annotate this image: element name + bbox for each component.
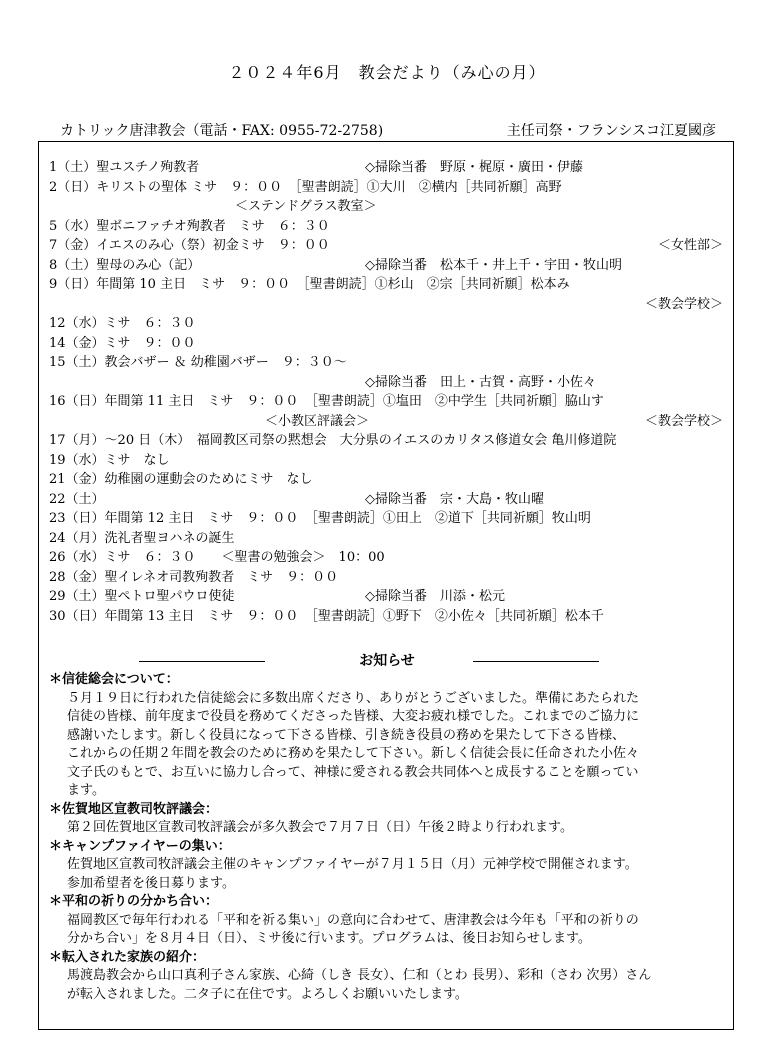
schedule-line (49, 275, 729, 295)
schedule-line (49, 314, 729, 334)
schedule-line (49, 178, 729, 198)
schedule-text: ＜小教区評議会＞ (265, 413, 370, 429)
schedule-list (49, 158, 729, 626)
priest-info: 主任司祭・フランシスコ江夏國彦 (506, 123, 716, 139)
schedule-line (49, 295, 729, 315)
schedule-text: 16（日）年間第 11 主日 ミサ ９：００ ［聖書朗読］①塩田 ②中学生［共同祈願］脇山す (49, 394, 604, 409)
notice-heading: ＊転入された家族の紹介： (49, 949, 206, 965)
divider-right (473, 661, 599, 662)
schedule-text: ◇掃除当番 松本千・井上千・宇田・牧山明 (365, 257, 622, 273)
schedule-line (49, 373, 729, 393)
schedule-text: 29（土）聖ペトロ聖パウロ使徒 (49, 589, 235, 604)
notice-heading: ＊平和の祈りの分かち合い： (49, 894, 219, 909)
notice-text: 参加希望者を後日募ります。 (67, 875, 235, 891)
schedule-text: 24（月）洗礼者聖ヨハネの誕生 (49, 530, 235, 546)
notice-text: ます。 (67, 783, 105, 798)
schedule-line (49, 607, 729, 627)
schedule-text: 19（水）ミサ なし (49, 452, 170, 468)
schedule-text: 8（土）聖母のみ心（記） (49, 257, 201, 273)
schedule-text: ◇掃除当番 宗・大島・牧山曜 (365, 491, 544, 507)
schedule-text: 15（土）教会バザー ＆ 幼稚園バザー ９：３０～ (49, 355, 347, 370)
notice-heading: ＊キャンプファイヤーの集い： (49, 838, 231, 854)
schedule-text: 21（金）幼稚園の運動会のためにミサ なし (49, 472, 313, 487)
schedule-line (49, 451, 729, 471)
schedule-text: 14（金）ミサ ９：００ (49, 335, 196, 351)
schedule-text: 23（日）年間第 12 主日 ミサ ９：００ ［聖書朗読］①田上 ②道下［共同祈願］牧山明 (49, 511, 591, 526)
schedule-text: 30（日）年間第 13 主日 ミサ ９：００ ［聖書朗読］①野下 ②小佐々［共同祈願］松本千 (49, 608, 604, 624)
schedule-text: 17（月）～20 日（木） 福岡教区司祭の黙想会 大分県のイエスのカリタス修道女会 亀川修道院 (49, 433, 617, 448)
schedule-text: 1（土）聖ユスチノ殉教者 (49, 160, 200, 175)
schedule-line (49, 353, 729, 373)
schedule-line (49, 256, 729, 276)
schedule-text: 9（日）年間第 10 主日 ミサ ９：００ ［聖書朗読］①杉山 ②宗［共同祈願］松本み (49, 277, 570, 292)
notice-text: 佐賀地区宣教司牧評議会主催のキャンプファイヤーが７月１５日（月）元神学校で開催されます。 (67, 857, 638, 872)
schedule-text: 22（土） (49, 491, 105, 507)
schedule-text: ◇掃除当番 田上・古賀・高野・小佐々 (365, 374, 596, 390)
schedule-line (49, 509, 729, 529)
notice-heading: ＊信徒総会について： (49, 672, 179, 687)
schedule-text: 2（日）キリストの聖体 ミサ ９：００ ［聖書朗読］①大川 ②横内［共同祈願］高野 (49, 179, 562, 195)
notice-text: 第２回佐賀地区宣教司牧評議会が多久教会で７月７日（日）午後２時より行われます。 (67, 820, 573, 835)
schedule-line (49, 158, 729, 178)
schedule-text: 5（水）聖ボニファチオ殉教者 ミサ ６：３０ (49, 218, 330, 234)
schedule-line (49, 529, 729, 549)
page-title: ２０２４年6月 教会だより（み心の月） (228, 63, 546, 82)
schedule-line (49, 470, 729, 490)
newsletter-box (38, 141, 734, 1030)
notice-text: これからの任期２年間を教会のために務めを果たして下さい。新しく信徒会長に任命された小佐々 (67, 746, 640, 761)
church-info: カトリック唐津教会（電話・FAX: 0955-72-2758) (60, 123, 384, 139)
schedule-line (49, 334, 729, 354)
notice-text: 分かち合い」を８月４日（日）、ミサ後に行います。プログラムは、後日お知らせします。 (67, 931, 591, 946)
schedule-line (49, 431, 729, 451)
notice-text: が転入されました。二タ子に在住です。よろしくお願いいたします。 (67, 986, 468, 1002)
schedule-text: ◇掃除当番 野原・梶原・廣田・伊藤 (365, 160, 583, 175)
notices-title: お知らせ (359, 653, 415, 669)
notice-text: 感謝いたします。新しく役員になって下さる皆様、引き続き役員の務めを果たして下さる皆様、 (67, 727, 625, 743)
schedule-text: ＜教会学校＞ (644, 296, 723, 312)
schedule-text: ＜ステンドグラス教室＞ (235, 199, 377, 214)
schedule-line (49, 568, 729, 588)
schedule-line (49, 217, 729, 237)
schedule-line (49, 490, 729, 510)
notices-list (49, 671, 725, 1004)
schedule-line (49, 412, 729, 432)
notice-text: ５月１９日に行われた信徒総会に多数出席くださり、ありがとうございました。準備にあたられた (67, 690, 640, 706)
notice-text: 文子氏のもとで、お互いに協力し合って、神様に愛される教会共同体へと成長することを願ってい (67, 764, 639, 780)
schedule-text: 12（水）ミサ ６：３０ (49, 316, 196, 331)
schedule-text: 7（金）イエスのみ心（祭）初金ミサ ９：００ (49, 238, 330, 253)
schedule-line (49, 236, 729, 256)
schedule-line (49, 392, 729, 412)
schedule-line (49, 548, 729, 568)
notice-heading: ＊佐賀地区宣教司牧評議会： (49, 801, 219, 817)
notice-text: 福岡教区で毎年行われる「平和を祈る集い」の意向に合わせて、唐津教会は今年も「平和の祈りの (67, 912, 639, 928)
schedule-text: ◇掃除当番 川添・松元 (365, 589, 505, 604)
schedule-text: 28（金）聖イレネオ司教殉教者 ミサ ９：００ (49, 569, 339, 585)
schedule-text: ＜女性部＞ (657, 238, 723, 253)
schedule-text: ＜教会学校＞ (644, 413, 723, 429)
notice-text: 信徒の皆様、前年度まで役員を務めてくださった皆様、大変お疲れ様でした。これまでのご協力に (67, 709, 640, 724)
schedule-text: 26（水）ミサ ６：３０ ＜聖書の勉強会＞ 10：00 (49, 550, 385, 565)
notice-text: 馬渡島教会から山口真利子さん家族、心綺（しき 長女）、仁和（とわ 長男）、彩和（さわ 次男）さん (67, 968, 652, 983)
schedule-line (49, 197, 729, 217)
schedule-line (49, 587, 729, 607)
